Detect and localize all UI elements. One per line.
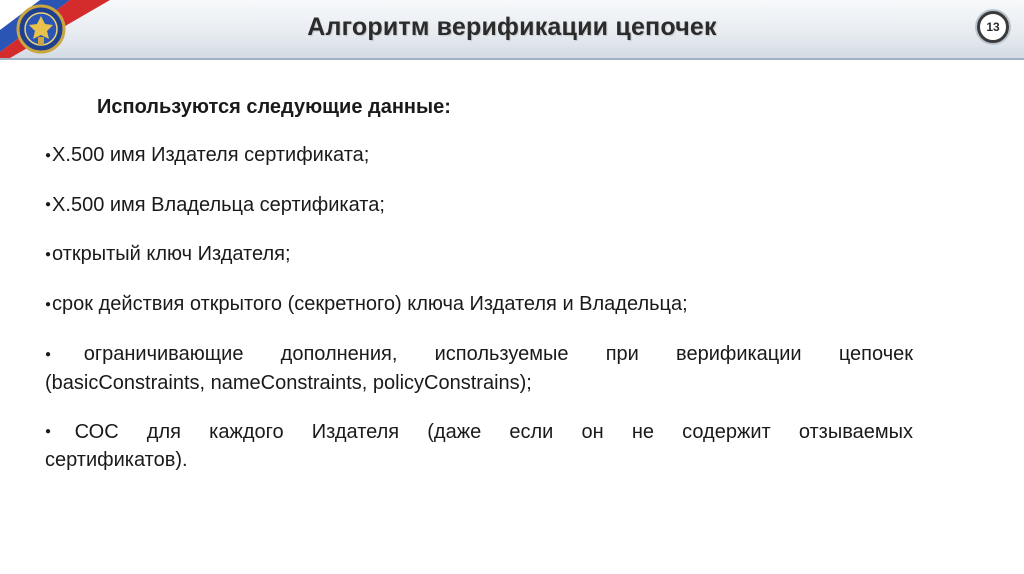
bullet-icon: ●	[45, 298, 52, 310]
list-item	[45, 191, 913, 220]
list-item-line	[45, 340, 913, 369]
list-item-text: СОС для каждого Издателя (даже если он не содержит отзываемых	[74, 420, 913, 443]
lead-text: Используются следующие данные:	[97, 96, 451, 118]
slide-body	[45, 93, 913, 495]
list-item-line: (basicConstraints, nameConstraints, policyConstrains);	[45, 371, 532, 394]
bullet-icon: ●	[45, 199, 52, 211]
bullet-icon: ●	[45, 249, 52, 261]
list-item	[45, 340, 913, 397]
page-title: Алгоритм верификации цепочек	[307, 13, 717, 41]
bullet-icon: ●	[45, 426, 74, 438]
list-item-text: ограничивающие дополнения, используемые при верификации цепочек	[83, 342, 913, 365]
list-item	[45, 141, 913, 170]
list-item-text: Х.500 имя Издателя сертификата;	[52, 144, 370, 166]
list-item-line	[45, 418, 913, 447]
page-number-badge: 13	[977, 11, 1009, 43]
list-item-text: срок действия открытого (секретного) ключа Издателя и Владельца;	[52, 293, 688, 316]
list-item-text: открытый ключ Издателя;	[52, 243, 291, 266]
list-item-line: сертификатов).	[45, 449, 188, 472]
slide-header	[0, 0, 1024, 60]
list-item	[45, 240, 913, 269]
list-item	[45, 290, 913, 319]
list-item	[45, 418, 913, 475]
list-item-text: Х.500 имя Владельца сертификата;	[52, 193, 385, 216]
bullet-icon: ●	[45, 149, 52, 161]
bullet-icon: ●	[45, 348, 83, 360]
